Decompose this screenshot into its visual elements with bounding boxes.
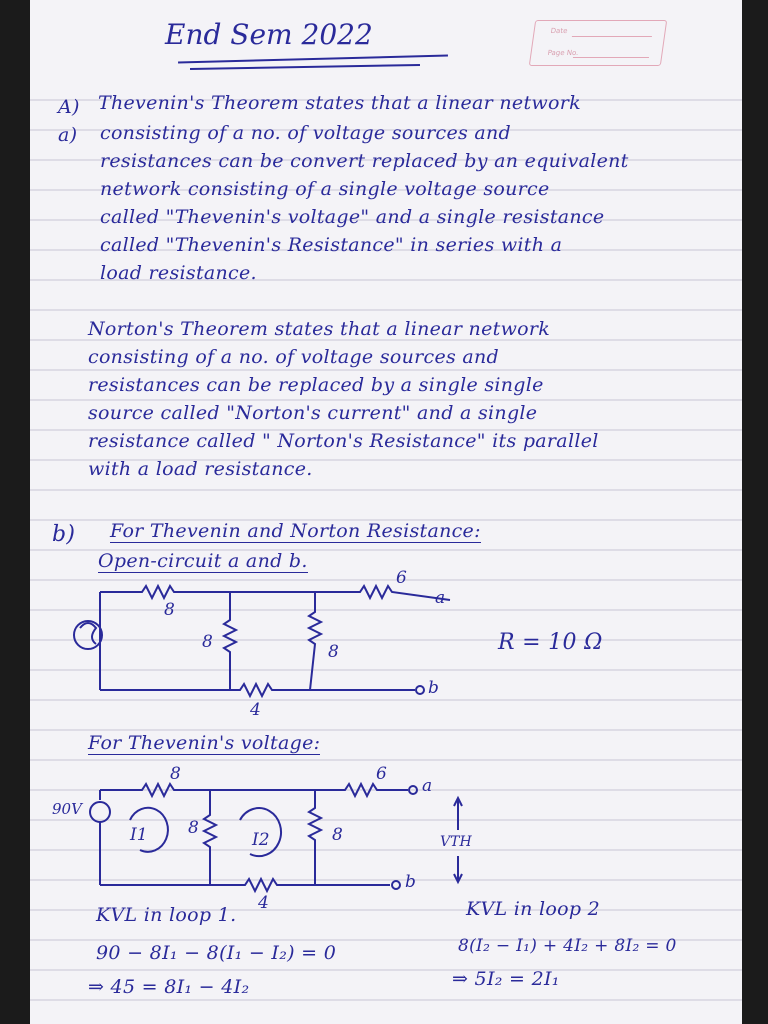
thevenin-line: Thevenin's Theorem states that a linear network — [98, 92, 581, 114]
norton-line: with a load resistance. — [88, 458, 313, 480]
page-title: End Sem 2022 — [165, 18, 373, 51]
thevenin-voltage-heading: For Thevenin's voltage: — [88, 732, 321, 754]
thevenin-line: called "Thevenin's voltage" and a single resistance — [100, 206, 605, 228]
norton-line: resistances can be replaced by a single single — [88, 374, 544, 396]
source-label: 90V — [52, 800, 82, 818]
resistor-label: 8 — [328, 642, 339, 662]
terminal-label: b — [405, 872, 416, 892]
thevenin-line: resistances can be convert replaced by an equivalent — [100, 150, 629, 172]
thevenin-line: consisting of a no. of voltage sources and — [100, 122, 512, 144]
label-a: a) — [58, 124, 78, 146]
resistor-label: 8 — [202, 632, 213, 652]
resistor-label: 4 — [258, 893, 269, 913]
notebook-page — [30, 0, 742, 1024]
kvl-loop2-eq1: 8(I₂ − I₁) + 4I₂ + 8I₂ = 0 — [458, 936, 677, 956]
norton-line: resistance called " Norton's Resistance" its parallel — [88, 430, 599, 452]
norton-line: Norton's Theorem states that a linear network — [88, 318, 551, 340]
page-no-label: Page No. — [547, 49, 579, 57]
terminal-label: a — [435, 588, 446, 608]
label-A: A) — [58, 96, 80, 118]
kvl-loop1-eq2: ⇒ 45 = 8I₁ − 4I₂ — [88, 976, 250, 998]
label-b: b) — [52, 522, 76, 547]
resistance-result: R = 10 Ω — [498, 630, 603, 655]
resistor-label: 8 — [332, 825, 343, 845]
kvl-loop2-eq2: ⇒ 5I₂ = 2I₁ — [452, 968, 560, 990]
thevenin-line: network consisting of a single voltage source — [100, 178, 550, 200]
norton-line: consisting of a no. of voltage sources and — [88, 346, 500, 368]
kvl-loop1-heading: KVL in loop 1. — [96, 904, 237, 926]
loop-current-label: I1 — [130, 825, 148, 845]
resistor-label: 6 — [396, 568, 407, 588]
kvl-loop2-heading: KVL in loop 2 — [466, 898, 601, 920]
date-page-stamp — [529, 20, 667, 66]
resistor-label: 4 — [250, 700, 261, 720]
resistor-label: 8 — [164, 600, 175, 620]
terminal-label: b — [428, 678, 439, 698]
resistor-label: 6 — [376, 764, 387, 784]
kvl-loop1-eq1: 90 − 8I₁ − 8(I₁ − I₂) = 0 — [96, 942, 337, 964]
section-b-subheading: Open-circuit a and b. — [98, 550, 308, 572]
thevenin-line: called "Thevenin's Resistance" in series with a — [100, 234, 563, 256]
loop-current-label: I2 — [252, 830, 270, 850]
vth-label: VTH — [440, 834, 472, 850]
norton-line: source called "Norton's current" and a single — [88, 402, 538, 424]
resistor-label: 8 — [170, 764, 181, 784]
resistor-label: 8 — [188, 818, 199, 838]
date-label: Date — [550, 27, 568, 35]
section-b-heading: For Thevenin and Norton Resistance: — [110, 520, 481, 542]
terminal-label: a — [422, 776, 433, 796]
thevenin-line: load resistance. — [100, 262, 257, 284]
